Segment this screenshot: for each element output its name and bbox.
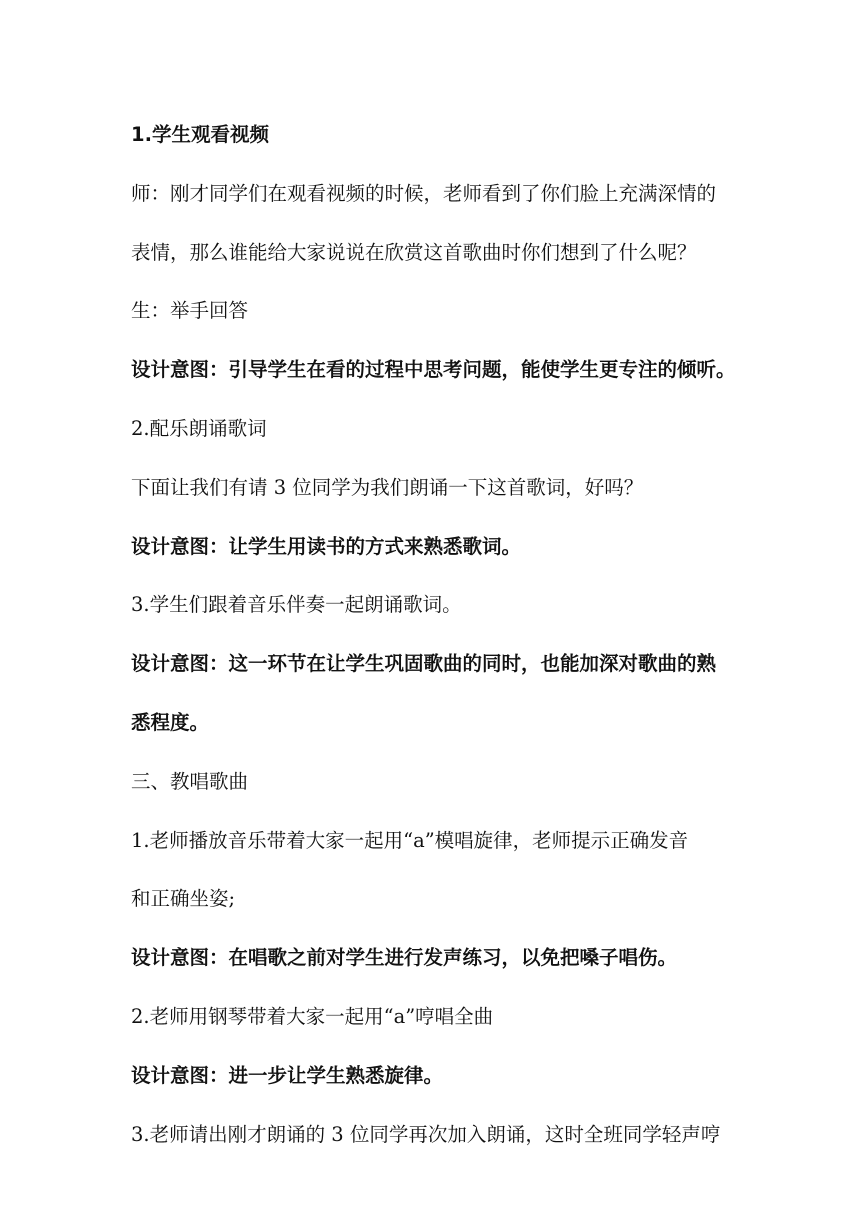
document-body bbox=[131, 114, 736, 1172]
teach-step-1-continued: 和正确坐姿; bbox=[131, 887, 236, 911]
teach-step-3: 3.老师请出刚才朗诵的 3 位同学再次加入朗诵，这时全班同学轻声哼 bbox=[131, 1122, 721, 1146]
design-intent-3-continued: 悉程度。 bbox=[131, 710, 210, 734]
teacher-dialogue: 师：刚才同学们在观看视频的时候，老师看到了你们脸上充满深情的 bbox=[131, 181, 717, 205]
section-heading-recite-lyrics: 2.配乐朗诵歌词 bbox=[131, 416, 267, 440]
teach-step-1: 1.老师播放音乐带着大家一起用“a”模唱旋律，老师提示正确发音 bbox=[131, 828, 689, 852]
design-intent-3: 设计意图：这一环节在让学生巩固歌曲的同时，也能加深对歌曲的熟 bbox=[131, 652, 717, 676]
recite-with-music: 3.学生们跟着音乐伴奏一起朗诵歌词。 bbox=[131, 593, 462, 617]
student-response: 生：举手回答 bbox=[131, 299, 249, 323]
teacher-dialogue-continued: 表情，那么谁能给大家说说在欣赏这首歌曲时你们想到了什么呢？ bbox=[131, 240, 697, 264]
design-intent-4: 设计意图：在唱歌之前对学生进行发声练习，以免把嗓子唱伤。 bbox=[131, 946, 678, 970]
teach-step-2: 2.老师用钢琴带着大家一起用“a”哼唱全曲 bbox=[131, 1004, 494, 1028]
design-intent-1: 设计意图：引导学生在看的过程中思考问题，能使学生更专注的倾听。 bbox=[131, 358, 736, 382]
design-intent-2: 设计意图：让学生用读书的方式来熟悉歌词。 bbox=[131, 534, 522, 558]
section-heading-watch-video: 1.学生观看视频 bbox=[131, 123, 269, 146]
design-intent-5: 设计意图：进一步让学生熟悉旋律。 bbox=[131, 1063, 444, 1087]
recite-instruction: 下面让我们有请 3 位同学为我们朗诵一下这首歌词，好吗？ bbox=[131, 475, 644, 499]
section-heading-teach-song: 三、教唱歌曲 bbox=[131, 769, 249, 793]
